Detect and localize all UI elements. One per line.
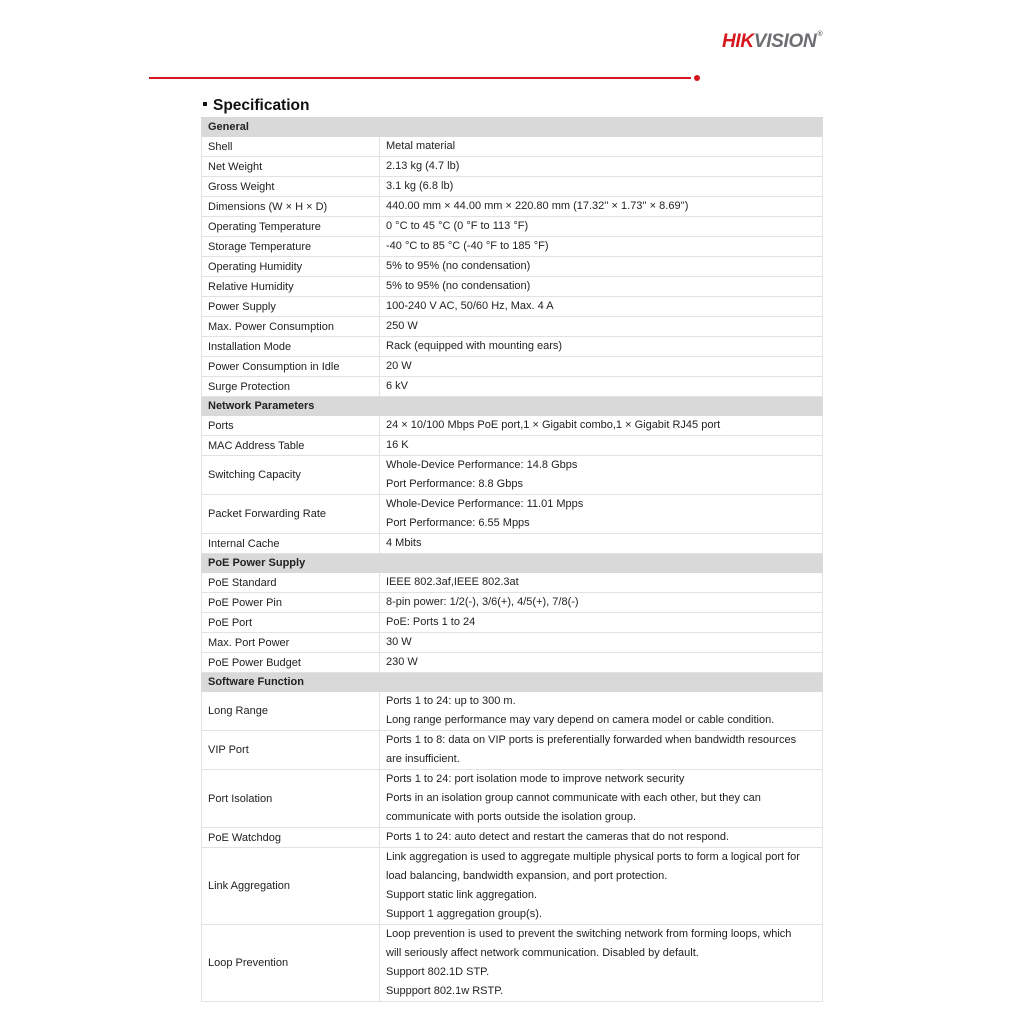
spec-value-line: Long range performance may vary depend on camera model or cable condition. [386,714,775,726]
page-title [203,97,309,115]
spec-value-line: 100-240 V AC, 50/60 Hz, Max. 4 A [386,300,554,312]
spec-label: Switching Capacity [202,456,380,495]
spec-value-line: 440.00 mm × 44.00 mm × 220.80 mm (17.32'' × 1.73'' × 8.69'') [386,200,689,212]
section-title: PoE Power Supply [202,554,823,573]
spec-value-line: Ports 1 to 8: data on VIP ports is preferentially forwarded when bandwidth resources [386,734,797,746]
spec-value [380,237,823,257]
spec-label: Operating Temperature [202,217,380,237]
spec-value [380,337,823,357]
logo-part-hik: HIK [722,31,754,52]
spec-value [380,297,823,317]
spec-label: Power Supply [202,297,380,317]
spec-value [380,495,823,534]
spec-row [202,653,823,673]
spec-label: MAC Address Table [202,436,380,456]
spec-label: VIP Port [202,731,380,770]
spec-value [380,456,823,495]
spec-value [380,633,823,653]
section-title: Network Parameters [202,397,823,416]
spec-value-line: 16 K [386,439,409,451]
spec-value [380,377,823,397]
spec-value-line: IEEE 802.3af,IEEE 802.3at [386,576,519,588]
spec-value-line: Support 802.1D STP. [386,966,490,978]
spec-row [202,436,823,456]
spec-label: Net Weight [202,157,380,177]
spec-value [380,653,823,673]
spec-row [202,633,823,653]
bullet-icon [203,102,207,106]
spec-value-line: 6 kV [386,380,409,392]
spec-label: PoE Power Pin [202,593,380,613]
spec-value-line: Port Performance: 6.55 Mpps [386,517,530,529]
spec-value-line: Link aggregation is used to aggregate multiple physical ports to form a logical port for [386,851,800,863]
spec-label: Gross Weight [202,177,380,197]
spec-value-line: Ports 1 to 24: port isolation mode to improve network security [386,773,685,785]
spec-label: Surge Protection [202,377,380,397]
spec-label: Loop Prevention [202,925,380,1002]
spec-value-line: 3.1 kg (6.8 lb) [386,180,454,192]
spec-row [202,237,823,257]
page-title-text: Specification [213,97,310,114]
spec-row [202,770,823,828]
spec-row [202,534,823,554]
spec-value-line: 5% to 95% (no condensation) [386,260,531,272]
spec-value-line: 2.13 kg (4.7 lb) [386,160,460,172]
spec-row [202,277,823,297]
spec-value-line: 0 °C to 45 °C (0 °F to 113 °F) [386,220,529,232]
spec-value [380,534,823,554]
section-header [202,397,823,416]
spec-value [380,357,823,377]
spec-value-line: are insufficient. [386,753,460,765]
spec-value [380,848,823,925]
spec-value-line: 8-pin power: 1/2(-), 3/6(+), 4/5(+), 7/8(-) [386,596,579,608]
spec-label: Long Range [202,692,380,731]
spec-value [380,177,823,197]
spec-label: Max. Power Consumption [202,317,380,337]
section-header [202,554,823,573]
section-title: Software Function [202,673,823,692]
section-header [202,673,823,692]
spec-row [202,157,823,177]
spec-value-line: Ports in an isolation group cannot communicate with each other, but they can [386,792,761,804]
spec-label: Packet Forwarding Rate [202,495,380,534]
spec-value-line: Whole-Device Performance: 11.01 Mpps [386,498,584,510]
spec-value-line: Ports 1 to 24: up to 300 m. [386,695,516,707]
spec-row [202,573,823,593]
spec-row [202,337,823,357]
spec-value [380,137,823,157]
spec-label: PoE Standard [202,573,380,593]
spec-value-line: Whole-Device Performance: 14.8 Gbps [386,459,578,471]
spec-row [202,593,823,613]
section-title: General [202,118,823,137]
spec-value-line: 4 Mbits [386,537,422,549]
registered-mark: ® [817,31,823,38]
spec-table [201,117,823,1002]
spec-value-line: Port Performance: 8.8 Gbps [386,478,523,490]
spec-value-line: PoE: Ports 1 to 24 [386,616,476,628]
spec-value-line: Loop prevention is used to prevent the switching network from forming loops, which [386,928,792,940]
spec-label: PoE Power Budget [202,653,380,673]
spec-value-line: Suppport 802.1w RSTP. [386,985,504,997]
spec-value [380,157,823,177]
spec-value [380,613,823,633]
spec-row [202,848,823,925]
spec-row [202,197,823,217]
spec-value-line: Rack (equipped with mounting ears) [386,340,563,352]
spec-label: Internal Cache [202,534,380,554]
spec-value-line: load balancing, bandwidth expansion, and port protection. [386,870,668,882]
spec-value-line: 30 W [386,636,412,648]
spec-value-line: 24 × 10/100 Mbps PoE port,1 × Gigabit combo,1 × Gigabit RJ45 port [386,419,721,431]
spec-value [380,573,823,593]
spec-row [202,377,823,397]
spec-label: Power Consumption in Idle [202,357,380,377]
spec-label: PoE Port [202,613,380,633]
spec-row [202,257,823,277]
header-rule-dot [694,75,700,81]
spec-row [202,925,823,1002]
spec-label: Max. Port Power [202,633,380,653]
spec-row [202,731,823,770]
spec-label: Link Aggregation [202,848,380,925]
spec-value-line: will seriously affect network communication. Disabled by default. [386,947,699,959]
spec-value-line: 20 W [386,360,412,372]
spec-row [202,177,823,197]
spec-value-line: Metal material [386,140,456,152]
spec-row [202,495,823,534]
spec-value [380,770,823,828]
spec-label: Ports [202,416,380,436]
hikvision-logo [722,31,822,53]
spec-value-line: Support 1 aggregation group(s). [386,908,542,920]
spec-row [202,613,823,633]
spec-label: Port Isolation [202,770,380,828]
spec-row [202,828,823,848]
spec-value [380,593,823,613]
spec-row [202,137,823,157]
spec-value-line: 230 W [386,656,418,668]
spec-row [202,317,823,337]
spec-row [202,297,823,317]
spec-label: Operating Humidity [202,257,380,277]
spec-value-line: Support static link aggregation. [386,889,538,901]
spec-label: Dimensions (W × H × D) [202,197,380,217]
spec-value-line: 250 W [386,320,418,332]
spec-row [202,456,823,495]
spec-row [202,217,823,237]
spec-label: Relative Humidity [202,277,380,297]
spec-value [380,436,823,456]
spec-label: Storage Temperature [202,237,380,257]
spec-value-line: 5% to 95% (no condensation) [386,280,531,292]
spec-value [380,925,823,1002]
logo-part-vision: VISION [753,31,817,52]
spec-label: PoE Watchdog [202,828,380,848]
header-rule [149,77,691,79]
spec-value-line: Ports 1 to 24: auto detect and restart the cameras that do not respond. [386,831,730,843]
spec-label: Shell [202,137,380,157]
spec-value [380,257,823,277]
spec-value [380,828,823,848]
spec-row [202,692,823,731]
spec-value [380,692,823,731]
spec-label: Installation Mode [202,337,380,357]
spec-value-line: -40 °C to 85 °C (-40 °F to 185 °F) [386,240,549,252]
spec-row [202,416,823,436]
spec-value-line: communicate with ports outside the isolation group. [386,811,637,823]
spec-value [380,197,823,217]
spec-value [380,317,823,337]
spec-row [202,357,823,377]
spec-value [380,731,823,770]
spec-value [380,217,823,237]
section-header [202,118,823,137]
spec-value [380,277,823,297]
spec-value [380,416,823,436]
